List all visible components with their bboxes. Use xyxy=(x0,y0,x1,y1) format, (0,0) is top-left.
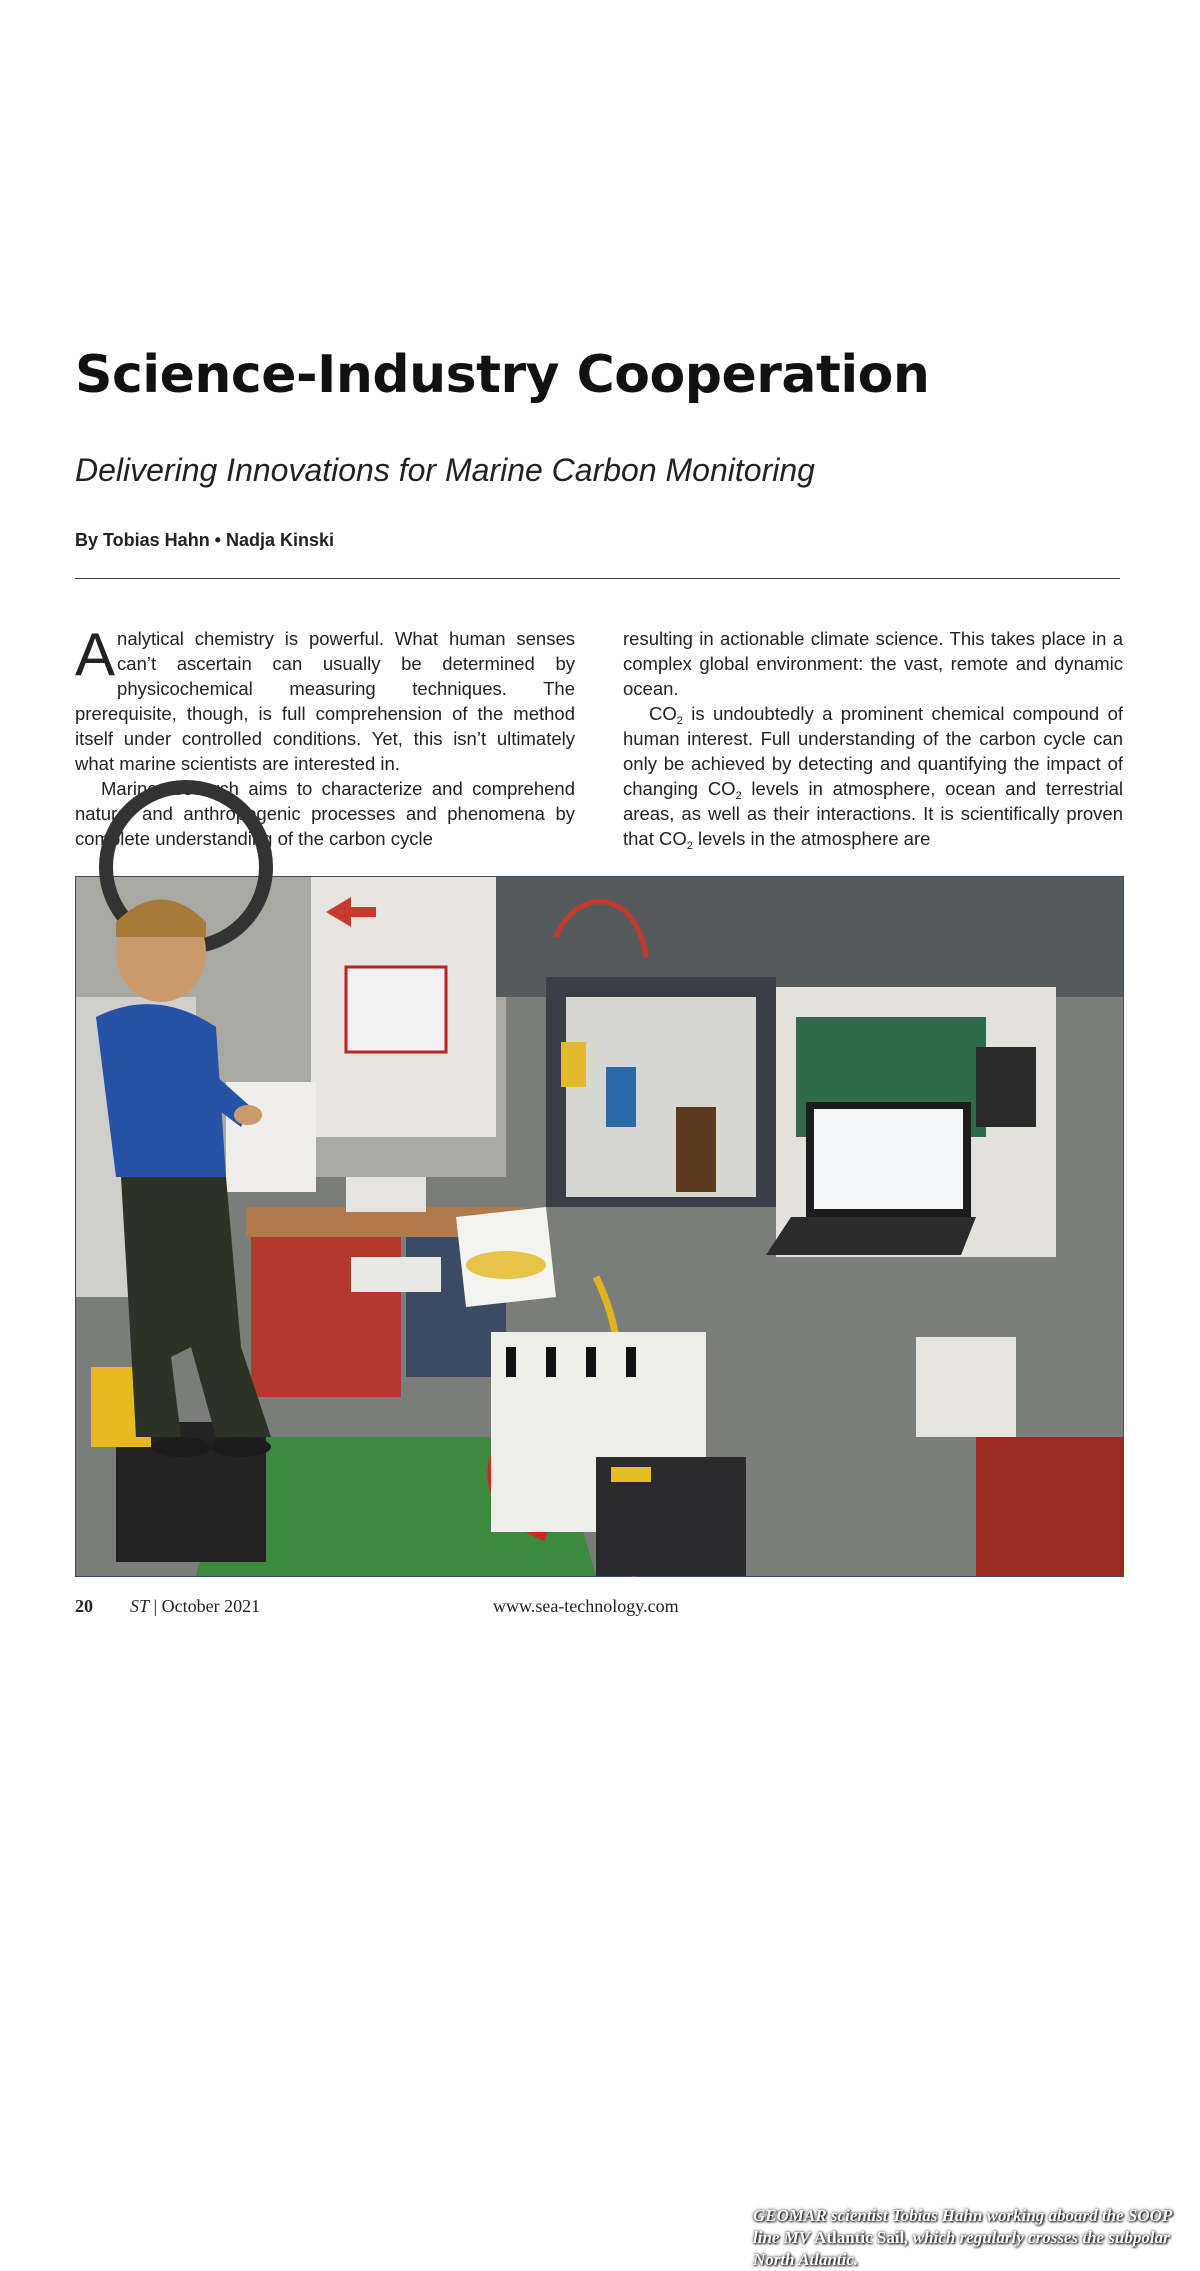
article-title: Science-Industry Cooperation xyxy=(75,345,930,405)
subscript: 2 xyxy=(686,840,693,852)
caption-text: , which regularly crosses the subpolar North Atlantic. xyxy=(753,2228,1170,2269)
footer-url[interactable]: www.sea-technology.com xyxy=(493,1596,679,1616)
paragraph-2 xyxy=(75,776,575,851)
byline: By Tobias Hahn • Nadja Kinski xyxy=(75,530,335,550)
subscript: 2 xyxy=(676,715,683,727)
text-run: is undoubtedly a prominent chemical compound of human interest. Full understanding of the carbon cycle can only be achieved by detecting and quantifying the impact of changing CO xyxy=(623,703,1123,799)
body-column-right xyxy=(623,626,1123,851)
text-run: levels in the atmosphere are xyxy=(692,828,931,849)
caption-ship-name: Atlantic Sail xyxy=(814,2228,905,2247)
paragraph-3 xyxy=(623,701,1123,851)
issue-date: | October 2021 xyxy=(149,1596,261,1616)
lab-photo-illustration xyxy=(76,877,1123,1576)
photo-caption xyxy=(753,2205,1183,2271)
caption-text: GEOMAR scientist Tobias Hahn working aboard the SOOP line MV xyxy=(753,2206,1172,2247)
paragraph-2-continued xyxy=(623,626,1123,701)
paragraph-1 xyxy=(75,621,575,776)
magazine-issue xyxy=(130,1596,260,1617)
paragraph-2-text: Marine research aims to characterize and comprehend natural and anthropogenic processes and phenomena by complete understanding of the carbon cycle xyxy=(75,778,575,849)
magazine-name: ST xyxy=(130,1596,150,1616)
page-number: 20 xyxy=(75,1596,93,1616)
text-run: CO xyxy=(649,703,677,724)
article-subtitle: Delivering Innovations for Marine Carbon Monitoring xyxy=(75,452,815,488)
subscript: 2 xyxy=(735,790,742,802)
text-run: levels in atmosphere, ocean and terrestrial areas, as well as their interactions. It is scientifically proven that CO xyxy=(623,778,1123,849)
body-column-left xyxy=(75,621,575,851)
paragraph-2-continued-text: resulting in actionable climate science. This takes place in a complex global environment: the vast, remote and dynamic ocean. xyxy=(623,628,1123,699)
paragraph-1-text: nalytical chemistry is powerful. What human senses can’t ascertain can usually be determined by physicochemical measuring techniques. The prerequisite, though, is full comprehension of the method itself under controlled conditions. Yet, this isn’t ultimately what marine scientists are interested in. xyxy=(75,628,575,774)
drop-cap: A xyxy=(75,621,116,688)
header-rule xyxy=(75,578,1120,579)
